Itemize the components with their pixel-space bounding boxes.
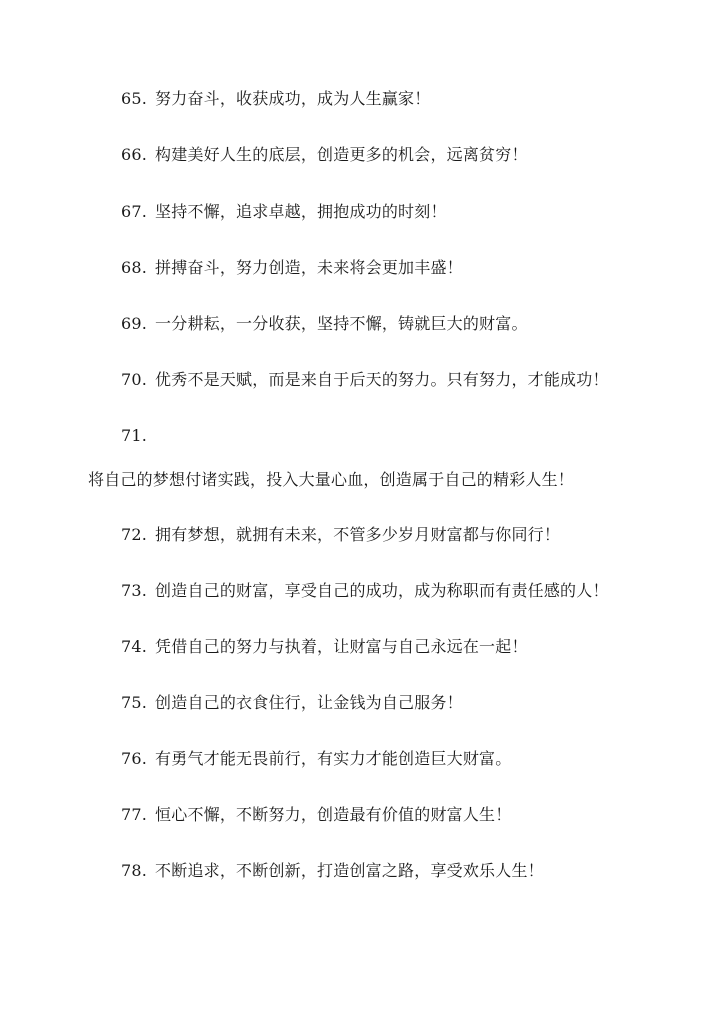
list-item (121, 637, 528, 657)
item-text: 构建美好人生的底层，创造更多的机会，远离贫穷！ (155, 145, 528, 164)
item-text: 有勇气才能无畏前行，有实力才能创造巨大财富。 (155, 749, 512, 768)
list-item-wrapped-text (88, 470, 574, 490)
list-item-number-only (121, 426, 155, 446)
list-item (121, 805, 511, 825)
item-number: 75. (121, 693, 148, 712)
list-item (121, 525, 560, 545)
item-text: 一分耕耘，一分收获，坚持不懈，铸就巨大的财富。 (155, 314, 528, 333)
item-number: 73. (121, 581, 148, 600)
item-text: 恒心不懈，不断努力，创造最有价值的财富人生！ (155, 805, 512, 824)
item-number: 78. (121, 861, 148, 880)
item-number: 66. (121, 145, 148, 164)
list-item (121, 89, 430, 109)
list-item (121, 314, 528, 334)
item-number: 71. (121, 426, 148, 445)
item-text: 凭借自己的努力与执着，让财富与自己永远在一起！ (155, 637, 528, 656)
item-number: 72. (121, 525, 148, 544)
item-text: 创造自己的衣食住行，让金钱为自己服务！ (155, 693, 463, 712)
item-number: 77. (121, 805, 148, 824)
item-text: 创造自己的财富，享受自己的成功，成为称职而有责任感的人！ (155, 581, 609, 600)
list-item (121, 581, 609, 601)
item-number: 74. (121, 637, 148, 656)
item-number: 76. (121, 749, 148, 768)
item-number: 67. (121, 202, 148, 221)
list-item (121, 370, 609, 390)
list-item (121, 749, 511, 769)
item-text: 拼搏奋斗，努力创造，未来将会更加丰盛！ (155, 258, 463, 277)
list-item (121, 202, 447, 222)
item-number: 69. (121, 314, 148, 333)
item-number: 70. (121, 370, 148, 389)
list-item (121, 693, 463, 713)
item-text: 努力奋斗，收获成功，成为人生赢家！ (155, 89, 431, 108)
item-text: 拥有梦想，就拥有未来，不管多少岁月财富都与你同行！ (155, 525, 561, 544)
list-item (121, 145, 528, 165)
item-text: 坚持不懈，追求卓越，拥抱成功的时刻！ (155, 202, 447, 221)
item-text: 优秀不是天赋，而是来自于后天的努力。只有努力，才能成功！ (155, 370, 609, 389)
item-text: 将自己的梦想付诸实践，投入大量心血，创造属于自己的精彩人生！ (88, 470, 575, 489)
list-item (121, 258, 463, 278)
list-item (121, 861, 544, 881)
item-number: 68. (121, 258, 148, 277)
item-number: 65. (121, 89, 148, 108)
item-text: 不断追求，不断创新，打造创富之路，享受欢乐人生！ (155, 861, 544, 880)
